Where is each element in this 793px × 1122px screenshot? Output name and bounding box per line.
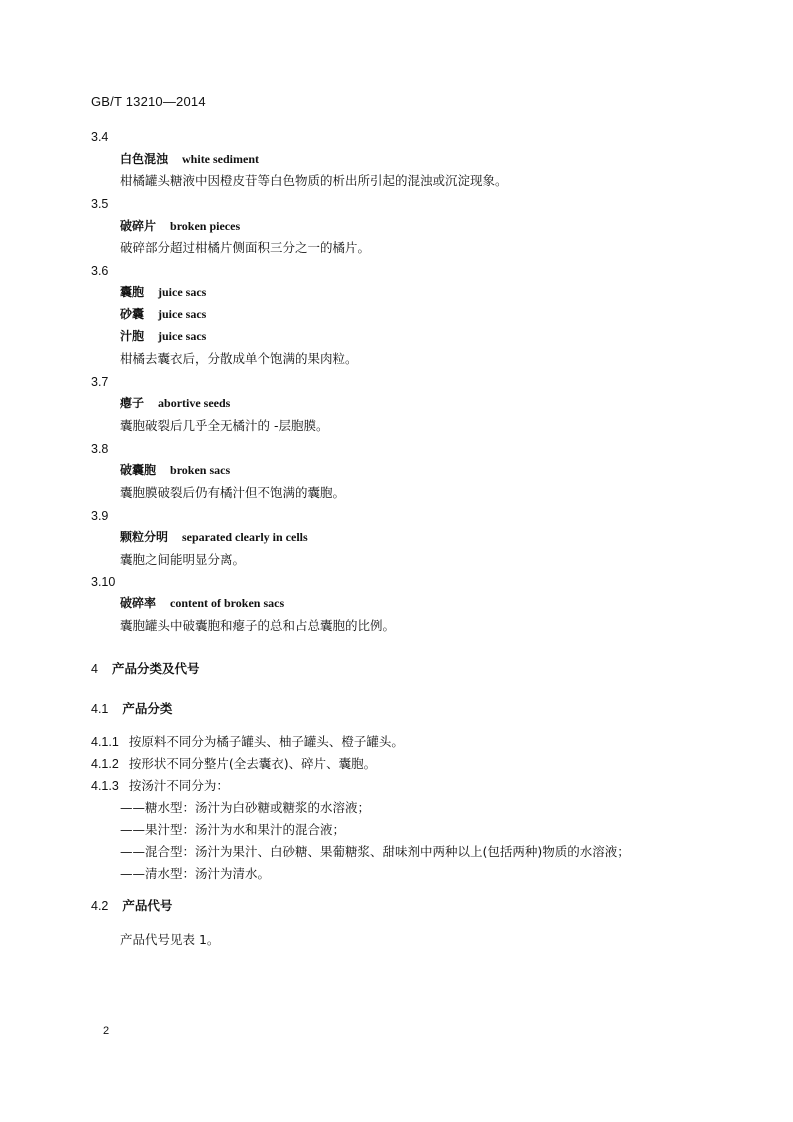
clause-item: 4.1.2 按形状不同分整片(全去囊衣)、碎片、囊胞。 (91, 756, 377, 771)
term-number: 3.5 (91, 197, 109, 211)
subsection-heading: 4.2 产品代号 (91, 898, 173, 913)
term-number: 3.9 (91, 509, 109, 523)
page-number: 2 (103, 1025, 110, 1037)
term-name: 破囊胞 broken sacs (120, 463, 231, 477)
section-heading: 4 产品分类及代号 (91, 661, 200, 676)
term-name: 汁胞 juice sacs (120, 329, 207, 343)
term-definition: 囊胞膜破裂后仍有橘汁但不饱满的囊胞。 (120, 485, 346, 500)
dash-list-item: ——混合型：汤汁为果汁、白砂糖、果葡糖浆、甜味剂中两种以上(包括两种)物质的水溶液； (120, 844, 630, 859)
term-number: 3.8 (91, 442, 109, 456)
term-number: 3.6 (91, 264, 109, 278)
term-definition: 柑橘罐头糖液中因橙皮苷等白色物质的析出所引起的混浊或沉淀现象。 (120, 173, 508, 188)
term-definition: 囊胞罐头中破囊胞和瘪子的总和占总囊胞的比例。 (120, 618, 396, 633)
standard-code: GB/T 13210—2014 (91, 94, 206, 109)
term-name: 白色混浊 white sediment (120, 152, 260, 166)
dash-list-item: ——果汁型：汤汁为水和果汁的混合液； (120, 822, 346, 837)
dash-list-item: ——清水型：汤汁为清水。 (120, 866, 271, 881)
clause-item: 4.1.3 按汤汁不同分为： (91, 778, 229, 793)
term-definition: 囊胞破裂后几乎全无橘汁的 -层胞膜。 (120, 418, 329, 433)
term-name: 囊胞 juice sacs (120, 285, 207, 299)
term-name: 砂囊 juice sacs (120, 307, 207, 321)
term-name: 颗粒分明 separated clearly in cells (120, 530, 308, 544)
term-name: 破碎片 broken pieces (120, 219, 241, 233)
term-number: 3.10 (91, 575, 116, 589)
clause-item: 4.1.1 按原料不同分为橘子罐头、柚子罐头、橙子罐头。 (91, 734, 404, 749)
term-definition: 柑橘去囊衣后，分散成单个饱满的果肉粒。 (120, 351, 358, 366)
term-name: 破碎率 content of broken sacs (120, 596, 285, 610)
term-number: 3.4 (91, 130, 109, 144)
term-number: 3.7 (91, 375, 109, 389)
subsection-heading: 4.1 产品分类 (91, 701, 173, 716)
term-name: 瘪子 abortive seeds (120, 396, 231, 410)
term-definition: 破碎部分超过柑橘片侧面积三分之一的橘片。 (120, 240, 371, 255)
body-paragraph: 产品代号见表 1。 (120, 932, 220, 947)
dash-list-item: ——糖水型：汤汁为白砂糖或糖浆的水溶液； (120, 800, 371, 815)
term-definition: 囊胞之间能明显分离。 (120, 552, 246, 567)
